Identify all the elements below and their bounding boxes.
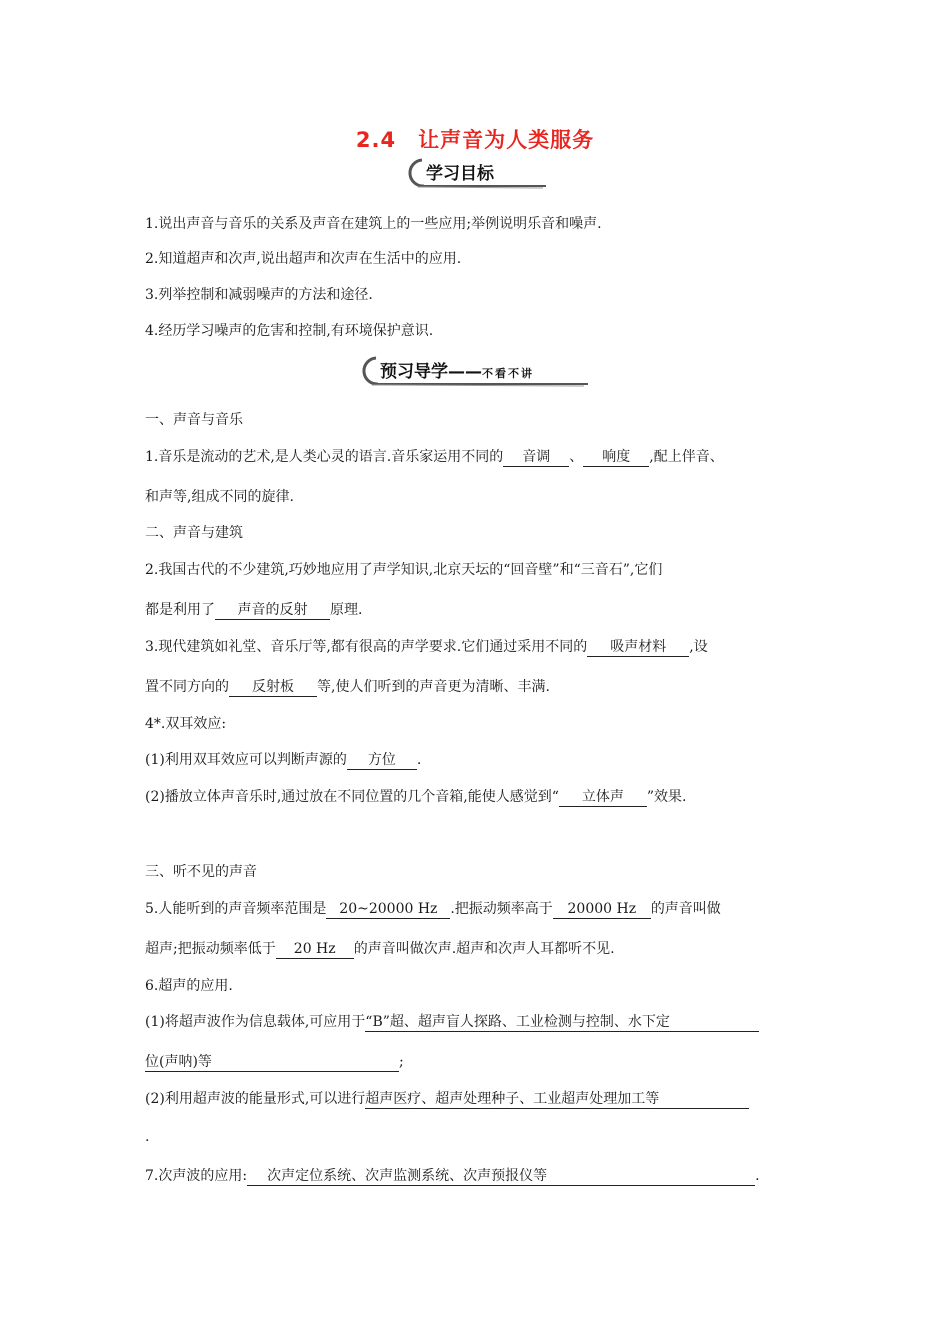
question-3-line-2: 置不同方向的 反射板 等,使人们听到的声音更为清晰、丰满.: [145, 679, 550, 695]
section-heading: 二、声音与建筑: [145, 525, 243, 541]
goal-1: 1.说出声音与音乐的关系及声音在建筑上的一些应用;举例说明乐音和噪声.: [145, 216, 602, 232]
question-4-part-2: (2)播放立体声音乐时,通过放在不同位置的几个音箱,能使人感觉到“ 立体声 ”效果.: [145, 789, 687, 805]
answer-blank: 方位: [347, 751, 417, 770]
answer-blank: 立体声: [559, 788, 647, 807]
answer-blank: 位(声呐)等: [145, 1053, 399, 1072]
question-2-line-2: 都是利用了 声音的反射 原理.: [145, 602, 363, 618]
question-6-part-1-line-2: 位(声呐)等 ;: [145, 1054, 404, 1070]
question-4-head: 4*.双耳效应:: [145, 716, 227, 732]
section-heading: 一、声音与音乐: [145, 412, 243, 428]
preview-banner: [362, 355, 592, 385]
answer-blank: 反射板: [229, 678, 317, 697]
section-heading: 三、听不见的声音: [145, 864, 257, 880]
question-6-part-2: (2)利用超声波的能量形式,可以进行超声医疗、超声处理种子、工业超声处理加工等: [145, 1089, 749, 1109]
goal-3: 3.列举控制和减弱噪声的方法和途径.: [145, 287, 373, 303]
question-6-part-2-end: .: [145, 1129, 150, 1145]
page-title: 2.4 让声音为人类服务: [355, 128, 595, 152]
preview-banner-dash: ——: [448, 362, 482, 382]
question-1-line-1: 1.音乐是流动的艺术,是人类心灵的语言.音乐家运用不同的 音调 、 响度 ,配上伴音、: [145, 449, 724, 465]
answer-blank: “B”超、超声盲人探路、工业检测与控制、水下定: [365, 1013, 759, 1032]
answer-blank: 次声定位系统、次声监测系统、次声预报仪等: [247, 1167, 755, 1186]
goals-banner-label: 学习目标: [426, 164, 494, 184]
question-7: 7.次声波的应用: 次声定位系统、次声监测系统、次声预报仪等 .: [145, 1168, 760, 1184]
goals-banner: [408, 157, 548, 187]
answer-blank: 声音的反射: [215, 601, 330, 620]
preview-banner-label: 预习导学: [380, 362, 448, 382]
answer-blank: 20000 Hz: [553, 900, 651, 919]
question-6-head: 6.超声的应用.: [145, 978, 233, 994]
question-2-line-1: 2.我国古代的不少建筑,巧妙地应用了声学知识,北京天坛的“回音壁”和“三音石”,它们: [145, 562, 663, 578]
question-5-line-2: 超声;把振动频率低于 20 Hz 的声音叫做次声.超声和次声人耳都听不见.: [145, 941, 615, 957]
answer-blank: 20 Hz: [276, 940, 354, 959]
answer-blank: 吸声材料: [587, 638, 689, 657]
goal-2: 2.知道超声和次声,说出超声和次声在生活中的应用.: [145, 251, 462, 267]
question-1-line-2: 和声等,组成不同的旋律.: [145, 489, 294, 505]
question-5-line-1: 5.人能听到的声音频率范围是 20~20000 Hz .把振动频率高于 20000 Hz 的声音叫做: [145, 901, 721, 917]
answer-blank: 响度: [583, 448, 649, 467]
question-4-part-1: (1)利用双耳效应可以判断声源的 方位 .: [145, 752, 422, 768]
answer-blank: 音调: [503, 448, 569, 467]
preview-banner-sub: 不看不讲: [482, 367, 534, 380]
question-3-line-1: 3.现代建筑如礼堂、音乐厅等,都有很高的声学要求.它们通过采用不同的 吸声材料 ,设: [145, 639, 708, 655]
goal-4: 4.经历学习噪声的危害和控制,有环境保护意识.: [145, 323, 434, 339]
answer-blank: 20~20000 Hz: [326, 900, 450, 919]
question-6-part-1-line-1: (1)将超声波作为信息载体,可应用于“B”超、超声盲人探路、工业检测与控制、水下定: [145, 1012, 759, 1032]
answer-blank: 超声医疗、超声处理种子、工业超声处理加工等: [365, 1090, 749, 1109]
